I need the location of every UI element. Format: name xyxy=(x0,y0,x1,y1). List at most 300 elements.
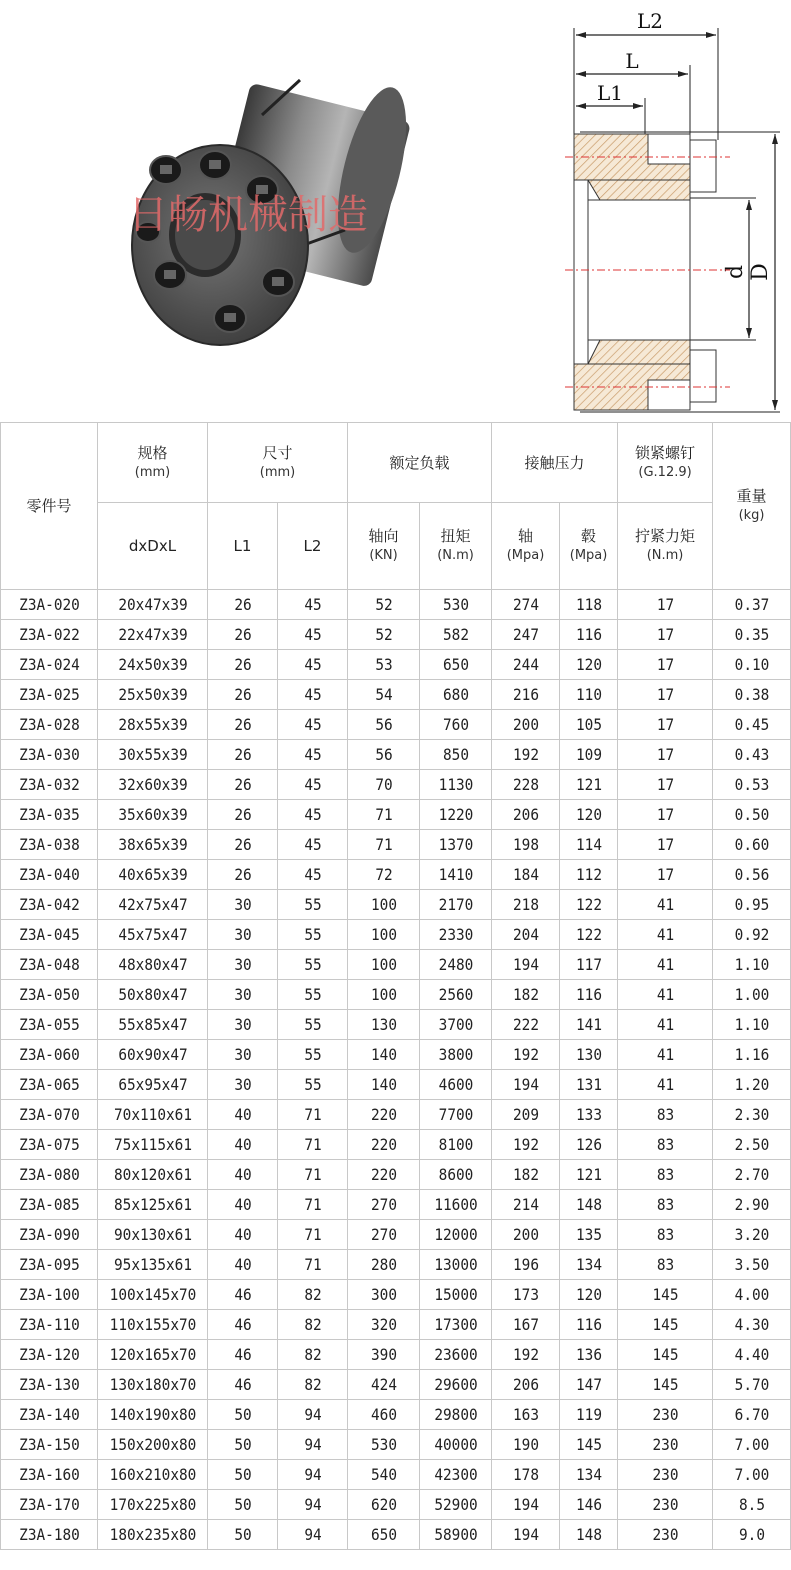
cell-spec: 25x50x39 xyxy=(103,680,202,710)
cell-tightening-torque: 145 xyxy=(622,1310,708,1340)
cell-torque: 8600 xyxy=(423,1160,488,1190)
cell-axial: 460 xyxy=(351,1400,416,1430)
header-rated-load: 额定负载 xyxy=(348,423,492,503)
cell-l1: 30 xyxy=(211,920,274,950)
cell-torque: 3800 xyxy=(423,1040,488,1070)
cell-l1: 30 xyxy=(211,1070,274,1100)
cell-l2: 94 xyxy=(281,1430,344,1460)
cell-spec: 35x60x39 xyxy=(103,800,202,830)
cell-weight: 0.35 xyxy=(716,620,786,650)
cell-torque: 1220 xyxy=(423,800,488,830)
cell-axial: 54 xyxy=(351,680,416,710)
cell-weight: 5.70 xyxy=(716,1370,786,1400)
cell-part-no: Z3A-022 xyxy=(5,620,92,650)
cell-l1: 26 xyxy=(211,620,274,650)
cell-part-no: Z3A-042 xyxy=(5,890,92,920)
cell-hub-pressure: 148 xyxy=(562,1520,614,1550)
cell-part-no: Z3A-030 xyxy=(5,740,92,770)
header-axial: 轴向 (KN) xyxy=(348,503,420,590)
cell-axial: 270 xyxy=(351,1220,416,1250)
cell-axial: 100 xyxy=(351,950,416,980)
cell-spec: 100x145x70 xyxy=(103,1280,202,1310)
header-tightening-torque: 拧紧力矩 (N.m) xyxy=(618,503,713,590)
cell-l2: 45 xyxy=(281,620,344,650)
cell-weight: 4.30 xyxy=(716,1310,786,1340)
cell-shaft-pressure: 184 xyxy=(495,860,556,890)
table-row xyxy=(1,1340,791,1370)
dim-label-d: d xyxy=(723,264,748,280)
cell-spec: 24x50x39 xyxy=(103,650,202,680)
cell-tightening-torque: 41 xyxy=(622,890,708,920)
cell-spec: 70x110x61 xyxy=(103,1100,202,1130)
cell-spec: 50x80x47 xyxy=(103,980,202,1010)
cell-tightening-torque: 41 xyxy=(622,1070,708,1100)
cell-part-no: Z3A-055 xyxy=(5,1010,92,1040)
cell-l2: 45 xyxy=(281,710,344,740)
cell-shaft-pressure: 173 xyxy=(495,1280,556,1310)
cell-axial: 390 xyxy=(351,1340,416,1370)
cell-tightening-torque: 41 xyxy=(622,1010,708,1040)
cell-weight: 1.16 xyxy=(716,1040,786,1070)
cell-shaft-pressure: 206 xyxy=(495,1370,556,1400)
cell-l1: 40 xyxy=(211,1190,274,1220)
cell-weight: 2.70 xyxy=(716,1160,786,1190)
cell-weight: 0.45 xyxy=(716,710,786,740)
cell-spec: 95x135x61 xyxy=(103,1250,202,1280)
dim-label-L1: L1 xyxy=(596,81,624,105)
cell-l2: 71 xyxy=(281,1100,344,1130)
cell-shaft-pressure: 247 xyxy=(495,620,556,650)
cell-l1: 40 xyxy=(211,1130,274,1160)
cell-spec: 45x75x47 xyxy=(103,920,202,950)
cell-hub-pressure: 121 xyxy=(562,770,614,800)
table-row xyxy=(1,680,791,710)
cell-weight: 0.56 xyxy=(716,860,786,890)
cell-spec: 180x235x80 xyxy=(103,1520,202,1550)
cell-tightening-torque: 230 xyxy=(622,1520,708,1550)
cell-shaft-pressure: 204 xyxy=(495,920,556,950)
header-dxdxl: dxDxL xyxy=(98,503,208,590)
cell-tightening-torque: 83 xyxy=(622,1160,708,1190)
cell-part-no: Z3A-095 xyxy=(5,1250,92,1280)
cell-l2: 82 xyxy=(281,1310,344,1340)
cell-torque: 23600 xyxy=(423,1340,488,1370)
cell-shaft-pressure: 214 xyxy=(495,1190,556,1220)
table-row xyxy=(1,590,791,620)
table-row xyxy=(1,890,791,920)
cell-part-no: Z3A-120 xyxy=(5,1340,92,1370)
cell-weight: 2.30 xyxy=(716,1100,786,1130)
cell-hub-pressure: 116 xyxy=(562,620,614,650)
cell-tightening-torque: 230 xyxy=(622,1430,708,1460)
cell-hub-pressure: 130 xyxy=(562,1040,614,1070)
table-row xyxy=(1,860,791,890)
cell-torque: 15000 xyxy=(423,1280,488,1310)
cell-part-no: Z3A-035 xyxy=(5,800,92,830)
cell-l2: 94 xyxy=(281,1490,344,1520)
cell-hub-pressure: 135 xyxy=(562,1220,614,1250)
cell-shaft-pressure: 182 xyxy=(495,980,556,1010)
cell-weight: 7.00 xyxy=(716,1430,786,1460)
cell-torque: 3700 xyxy=(423,1010,488,1040)
cell-part-no: Z3A-180 xyxy=(5,1520,92,1550)
cell-hub-pressure: 120 xyxy=(562,1280,614,1310)
cell-part-no: Z3A-130 xyxy=(5,1370,92,1400)
cell-weight: 2.90 xyxy=(716,1190,786,1220)
cell-axial: 56 xyxy=(351,740,416,770)
cell-part-no: Z3A-045 xyxy=(5,920,92,950)
cell-shaft-pressure: 182 xyxy=(495,1160,556,1190)
cell-spec: 85x125x61 xyxy=(103,1190,202,1220)
cell-torque: 29600 xyxy=(423,1370,488,1400)
cell-hub-pressure: 109 xyxy=(562,740,614,770)
cell-weight: 1.10 xyxy=(716,1010,786,1040)
cell-part-no: Z3A-028 xyxy=(5,710,92,740)
cell-shaft-pressure: 190 xyxy=(495,1430,556,1460)
cell-hub-pressure: 147 xyxy=(562,1370,614,1400)
cell-spec: 65x95x47 xyxy=(103,1070,202,1100)
cell-l2: 45 xyxy=(281,800,344,830)
cell-shaft-pressure: 274 xyxy=(495,590,556,620)
cell-spec: 22x47x39 xyxy=(103,620,202,650)
cell-weight: 0.95 xyxy=(716,890,786,920)
table-row xyxy=(1,740,791,770)
table-row xyxy=(1,1370,791,1400)
cell-axial: 71 xyxy=(351,800,416,830)
cell-l1: 40 xyxy=(211,1160,274,1190)
table-row xyxy=(1,650,791,680)
cell-l1: 30 xyxy=(211,890,274,920)
cell-part-no: Z3A-065 xyxy=(5,1070,92,1100)
cell-weight: 7.00 xyxy=(716,1460,786,1490)
cell-torque: 530 xyxy=(423,590,488,620)
cell-hub-pressure: 133 xyxy=(562,1100,614,1130)
cell-part-no: Z3A-032 xyxy=(5,770,92,800)
table-row xyxy=(1,1040,791,1070)
cell-hub-pressure: 122 xyxy=(562,890,614,920)
cell-weight: 6.70 xyxy=(716,1400,786,1430)
table-row xyxy=(1,950,791,980)
header-l1: L1 xyxy=(208,503,278,590)
cell-spec: 150x200x80 xyxy=(103,1430,202,1460)
cell-tightening-torque: 41 xyxy=(622,980,708,1010)
cell-part-no: Z3A-110 xyxy=(5,1310,92,1340)
cell-axial: 53 xyxy=(351,650,416,680)
cell-tightening-torque: 17 xyxy=(622,680,708,710)
cell-l2: 71 xyxy=(281,1220,344,1250)
cell-l2: 55 xyxy=(281,920,344,950)
cell-torque: 42300 xyxy=(423,1460,488,1490)
cell-l2: 94 xyxy=(281,1400,344,1430)
cell-part-no: Z3A-170 xyxy=(5,1490,92,1520)
cell-spec: 130x180x70 xyxy=(103,1370,202,1400)
cell-part-no: Z3A-080 xyxy=(5,1160,92,1190)
cell-axial: 71 xyxy=(351,830,416,860)
cell-weight: 0.50 xyxy=(716,800,786,830)
cell-torque: 2330 xyxy=(423,920,488,950)
table-row xyxy=(1,1100,791,1130)
header-hub: 毂 (Mpa) xyxy=(560,503,618,590)
product-illustration xyxy=(0,0,791,422)
cell-weight: 1.00 xyxy=(716,980,786,1010)
cell-tightening-torque: 83 xyxy=(622,1100,708,1130)
cell-part-no: Z3A-050 xyxy=(5,980,92,1010)
cell-weight: 3.50 xyxy=(716,1250,786,1280)
cell-l1: 46 xyxy=(211,1370,274,1400)
cell-l1: 40 xyxy=(211,1100,274,1130)
cell-spec: 90x130x61 xyxy=(103,1220,202,1250)
cell-weight: 2.50 xyxy=(716,1130,786,1160)
cell-hub-pressure: 117 xyxy=(562,950,614,980)
cell-axial: 280 xyxy=(351,1250,416,1280)
header-shaft: 轴 (Mpa) xyxy=(492,503,560,590)
cell-shaft-pressure: 194 xyxy=(495,1070,556,1100)
cell-hub-pressure: 116 xyxy=(562,1310,614,1340)
cell-l1: 50 xyxy=(211,1430,274,1460)
table-row xyxy=(1,710,791,740)
cell-part-no: Z3A-160 xyxy=(5,1460,92,1490)
cell-tightening-torque: 145 xyxy=(622,1340,708,1370)
cell-torque: 58900 xyxy=(423,1520,488,1550)
cell-torque: 17300 xyxy=(423,1310,488,1340)
table-row xyxy=(1,1460,791,1490)
cell-axial: 540 xyxy=(351,1460,416,1490)
cell-l1: 40 xyxy=(211,1220,274,1250)
cell-hub-pressure: 148 xyxy=(562,1190,614,1220)
cell-part-no: Z3A-075 xyxy=(5,1130,92,1160)
cell-tightening-torque: 41 xyxy=(622,920,708,950)
header-l2: L2 xyxy=(278,503,348,590)
table-row xyxy=(1,1130,791,1160)
cell-tightening-torque: 83 xyxy=(622,1130,708,1160)
cell-l2: 55 xyxy=(281,950,344,980)
cell-tightening-torque: 230 xyxy=(622,1490,708,1520)
header-spec: 规格 (mm) xyxy=(98,423,208,503)
cell-part-no: Z3A-060 xyxy=(5,1040,92,1070)
cell-l2: 45 xyxy=(281,590,344,620)
cell-shaft-pressure: 192 xyxy=(495,1130,556,1160)
table-row xyxy=(1,1430,791,1460)
cell-part-no: Z3A-024 xyxy=(5,650,92,680)
cell-part-no: Z3A-140 xyxy=(5,1400,92,1430)
cell-shaft-pressure: 218 xyxy=(495,890,556,920)
cell-tightening-torque: 145 xyxy=(622,1280,708,1310)
cell-l1: 50 xyxy=(211,1520,274,1550)
cell-torque: 40000 xyxy=(423,1430,488,1460)
cell-tightening-torque: 17 xyxy=(622,860,708,890)
cell-l1: 46 xyxy=(211,1340,274,1370)
cell-axial: 530 xyxy=(351,1430,416,1460)
cell-part-no: Z3A-048 xyxy=(5,950,92,980)
cell-spec: 32x60x39 xyxy=(103,770,202,800)
cell-part-no: Z3A-100 xyxy=(5,1280,92,1310)
cell-torque: 1370 xyxy=(423,830,488,860)
cell-weight: 0.60 xyxy=(716,830,786,860)
cell-axial: 130 xyxy=(351,1010,416,1040)
cell-shaft-pressure: 200 xyxy=(495,710,556,740)
cell-shaft-pressure: 163 xyxy=(495,1400,556,1430)
cell-l1: 26 xyxy=(211,800,274,830)
table-row xyxy=(1,1250,791,1280)
cell-hub-pressure: 131 xyxy=(562,1070,614,1100)
cell-l2: 82 xyxy=(281,1340,344,1370)
cell-tightening-torque: 17 xyxy=(622,620,708,650)
cell-spec: 170x225x80 xyxy=(103,1490,202,1520)
cell-axial: 56 xyxy=(351,710,416,740)
cell-part-no: Z3A-040 xyxy=(5,860,92,890)
cell-spec: 55x85x47 xyxy=(103,1010,202,1040)
cell-tightening-torque: 41 xyxy=(622,1040,708,1070)
header-contact-pressure: 接触压力 xyxy=(492,423,618,503)
table-row xyxy=(1,1220,791,1250)
cell-part-no: Z3A-150 xyxy=(5,1430,92,1460)
table-row xyxy=(1,800,791,830)
cell-torque: 52900 xyxy=(423,1490,488,1520)
cell-tightening-torque: 230 xyxy=(622,1400,708,1430)
cell-shaft-pressure: 194 xyxy=(495,1490,556,1520)
cell-shaft-pressure: 222 xyxy=(495,1010,556,1040)
cell-weight: 4.00 xyxy=(716,1280,786,1310)
cell-axial: 650 xyxy=(351,1520,416,1550)
cell-torque: 650 xyxy=(423,650,488,680)
cell-hub-pressure: 145 xyxy=(562,1430,614,1460)
cell-torque: 850 xyxy=(423,740,488,770)
spec-table xyxy=(0,422,791,1550)
table-row xyxy=(1,1400,791,1430)
header-size: 尺寸 (mm) xyxy=(208,423,348,503)
cell-l2: 55 xyxy=(281,1040,344,1070)
product-header-area xyxy=(0,0,791,422)
cell-shaft-pressure: 200 xyxy=(495,1220,556,1250)
cell-l2: 45 xyxy=(281,650,344,680)
cell-hub-pressure: 112 xyxy=(562,860,614,890)
cell-weight: 3.20 xyxy=(716,1220,786,1250)
cell-l1: 46 xyxy=(211,1280,274,1310)
cell-spec: 120x165x70 xyxy=(103,1340,202,1370)
cell-torque: 582 xyxy=(423,620,488,650)
cell-tightening-torque: 17 xyxy=(622,800,708,830)
cell-spec: 30x55x39 xyxy=(103,740,202,770)
cell-hub-pressure: 120 xyxy=(562,650,614,680)
cross-section-drawing xyxy=(565,9,780,412)
cell-tightening-torque: 83 xyxy=(622,1220,708,1250)
cell-l1: 40 xyxy=(211,1250,274,1280)
cell-l1: 30 xyxy=(211,980,274,1010)
table-row xyxy=(1,770,791,800)
cell-tightening-torque: 41 xyxy=(622,950,708,980)
cell-spec: 40x65x39 xyxy=(103,860,202,890)
cell-weight: 0.53 xyxy=(716,770,786,800)
cell-axial: 620 xyxy=(351,1490,416,1520)
cell-hub-pressure: 126 xyxy=(562,1130,614,1160)
table-row xyxy=(1,1520,791,1550)
cell-l2: 82 xyxy=(281,1370,344,1400)
cell-l1: 30 xyxy=(211,1010,274,1040)
cell-spec: 28x55x39 xyxy=(103,710,202,740)
cell-l1: 26 xyxy=(211,740,274,770)
cell-spec: 110x155x70 xyxy=(103,1310,202,1340)
cell-tightening-torque: 83 xyxy=(622,1190,708,1220)
table-row xyxy=(1,920,791,950)
cell-tightening-torque: 17 xyxy=(622,590,708,620)
cell-axial: 300 xyxy=(351,1280,416,1310)
cell-l1: 46 xyxy=(211,1310,274,1340)
cell-axial: 424 xyxy=(351,1370,416,1400)
dim-label-D: D xyxy=(748,263,773,281)
cell-hub-pressure: 119 xyxy=(562,1400,614,1430)
cell-weight: 0.92 xyxy=(716,920,786,950)
cell-l1: 50 xyxy=(211,1490,274,1520)
watermark-text: 日畅机械制造 xyxy=(128,192,368,238)
cell-hub-pressure: 136 xyxy=(562,1340,614,1370)
header-screw: 锁紧螺钉 (G.12.9) xyxy=(618,423,713,503)
cell-axial: 70 xyxy=(351,770,416,800)
cell-weight: 0.38 xyxy=(716,680,786,710)
cell-shaft-pressure: 167 xyxy=(495,1310,556,1340)
table-row xyxy=(1,1010,791,1040)
cell-spec: 60x90x47 xyxy=(103,1040,202,1070)
cell-axial: 100 xyxy=(351,890,416,920)
cell-torque: 11600 xyxy=(423,1190,488,1220)
cell-l1: 30 xyxy=(211,950,274,980)
cell-l2: 45 xyxy=(281,680,344,710)
cell-hub-pressure: 134 xyxy=(562,1250,614,1280)
cell-hub-pressure: 116 xyxy=(562,980,614,1010)
cell-spec: 48x80x47 xyxy=(103,950,202,980)
cell-spec: 75x115x61 xyxy=(103,1130,202,1160)
cell-l1: 26 xyxy=(211,770,274,800)
cell-l2: 55 xyxy=(281,890,344,920)
cell-l1: 26 xyxy=(211,680,274,710)
cell-spec: 80x120x61 xyxy=(103,1160,202,1190)
cell-weight: 9.0 xyxy=(716,1520,786,1550)
cell-hub-pressure: 105 xyxy=(562,710,614,740)
cell-axial: 220 xyxy=(351,1130,416,1160)
cell-shaft-pressure: 209 xyxy=(495,1100,556,1130)
cell-hub-pressure: 146 xyxy=(562,1490,614,1520)
cell-l2: 55 xyxy=(281,980,344,1010)
cell-l2: 71 xyxy=(281,1130,344,1160)
header-part-no: 零件号 xyxy=(1,423,98,590)
cell-shaft-pressure: 194 xyxy=(495,1520,556,1550)
cell-hub-pressure: 122 xyxy=(562,920,614,950)
cell-hub-pressure: 120 xyxy=(562,800,614,830)
table-row xyxy=(1,1070,791,1100)
cell-torque: 1410 xyxy=(423,860,488,890)
cell-torque: 4600 xyxy=(423,1070,488,1100)
cell-shaft-pressure: 192 xyxy=(495,1040,556,1070)
cell-torque: 13000 xyxy=(423,1250,488,1280)
cell-l2: 94 xyxy=(281,1520,344,1550)
cell-axial: 320 xyxy=(351,1310,416,1340)
cell-torque: 7700 xyxy=(423,1100,488,1130)
cell-shaft-pressure: 244 xyxy=(495,650,556,680)
cell-part-no: Z3A-025 xyxy=(5,680,92,710)
cell-weight: 1.10 xyxy=(716,950,786,980)
table-body xyxy=(1,590,791,1550)
cell-shaft-pressure: 194 xyxy=(495,950,556,980)
cell-shaft-pressure: 178 xyxy=(495,1460,556,1490)
table-row xyxy=(1,1160,791,1190)
cell-shaft-pressure: 206 xyxy=(495,800,556,830)
cell-weight: 1.20 xyxy=(716,1070,786,1100)
cell-l2: 71 xyxy=(281,1250,344,1280)
cell-spec: 38x65x39 xyxy=(103,830,202,860)
cell-tightening-torque: 17 xyxy=(622,710,708,740)
header-weight: 重量 (kg) xyxy=(713,423,791,590)
cell-torque: 760 xyxy=(423,710,488,740)
cell-tightening-torque: 17 xyxy=(622,830,708,860)
